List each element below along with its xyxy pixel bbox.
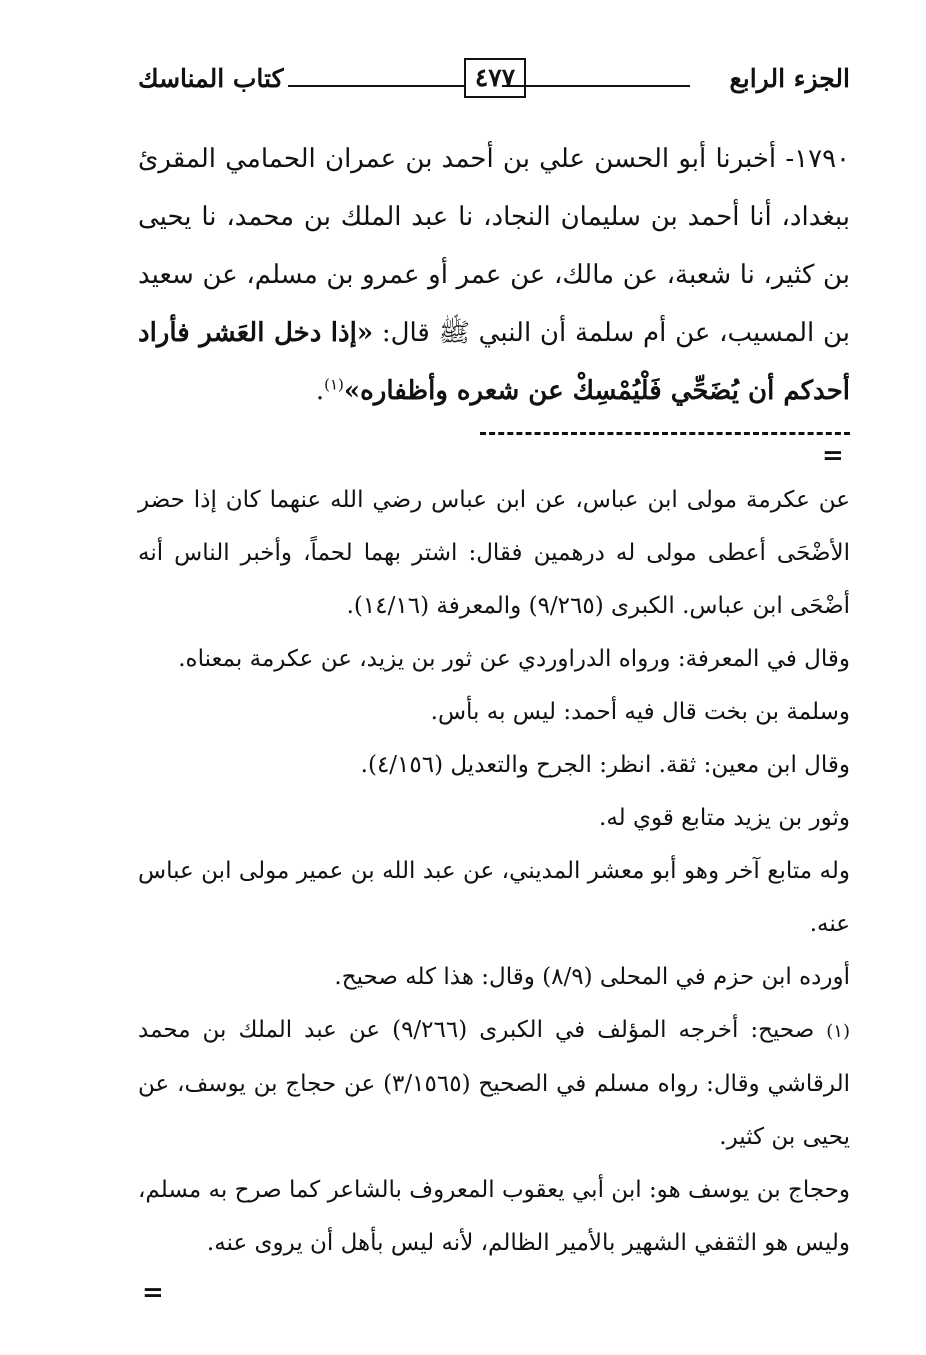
note-line: وله متابع آخر وهو أبو معشر المديني، عن عبد الله بن عمير مولى ابن عباس عنه.: [138, 858, 850, 937]
end-mark: .: [315, 376, 325, 406]
note-line: وسلمة بن بخت قال فيه أحمد: ليس به بأس.: [430, 699, 850, 725]
note-line: أورده ابن حزم في المحلى (٨/٩) وقال: هذا كله صحيح.: [334, 964, 850, 990]
footnote-1-text: صحيح: أخرجه المؤلف في الكبرى (٩/٢٦٦) عن عبد الملك بن محمد الرقاشي وقال: رواه مسلم في الصحيح (٣/١٥٦٥) عن حجاج بن يوسف، عن يحيى بن كثير.: [138, 1017, 850, 1150]
footnote-marker: (١): [826, 1021, 850, 1042]
continuation-mark-top: =: [822, 441, 844, 471]
header-rule-right: [502, 85, 690, 87]
hadith-text: «إذا دخل العَشر فأراد أحدكم أن يُضَحِّي فَلْيُمْسِكْ عن شعره وأظفاره»: [138, 318, 850, 406]
note-line: عن عكرمة مولى ابن عباس، عن ابن عباس رضي الله عنهما كان إذا حضر الأضْحَى أعطى مولى له درهمين فقال: اشتر بهما لحماً، وأخبر الناس أنه أضْحَى ابن عباس. الكبرى (٩/٢٦٥) والمعرفة (١٤/١٦).: [138, 487, 850, 619]
part-title: الجزء الرابع: [729, 64, 850, 93]
hadith-chain: ١٧٩٠- أخبرنا أبو الحسن علي بن أحمد بن عمران الحمامي المقرئ ببغداد، أنا أحمد بن سليمان النجاد، نا عبد الملك بن محمد، نا يحيى بن كثير، نا شعبة، عن مالك، عن عمر أو عمرو بن مسلم، عن سعيد بن المسيب، عن أم سلمة أن النبي ﷺ قال:: [138, 144, 850, 348]
footnote-1: [138, 1004, 850, 1164]
note-line: وقال في المعرفة: ورواه الدراوردي عن ثور بن يزيد، عن عكرمة بمعناه.: [178, 646, 850, 672]
footnote-divider: [480, 432, 850, 435]
continuation-mark-bottom: =: [142, 1278, 164, 1308]
header-rule-left: [288, 85, 464, 87]
hadith-paragraph: [138, 130, 850, 420]
footnote-reference: (١): [324, 375, 344, 394]
page-number: ٤٧٧: [464, 58, 526, 98]
book-title: كتاب المناسك: [138, 64, 284, 93]
note-line: وثور بن يزيد متابع قوي له.: [599, 805, 850, 831]
footnote-1-continued: وحجاج بن يوسف هو: ابن أبي يعقوب المعروف بالشاعر كما صرح به مسلم، وليس هو الثقفي الشهير بالأمير الظالم، لأنه ليس بأهل أن يروى عنه.: [138, 1177, 850, 1256]
note-line: وقال ابن معين: ثقة. انظر: الجرح والتعديل (٤/١٥٦).: [360, 752, 850, 778]
running-header: [138, 58, 850, 104]
footnotes-section: [138, 474, 850, 1270]
